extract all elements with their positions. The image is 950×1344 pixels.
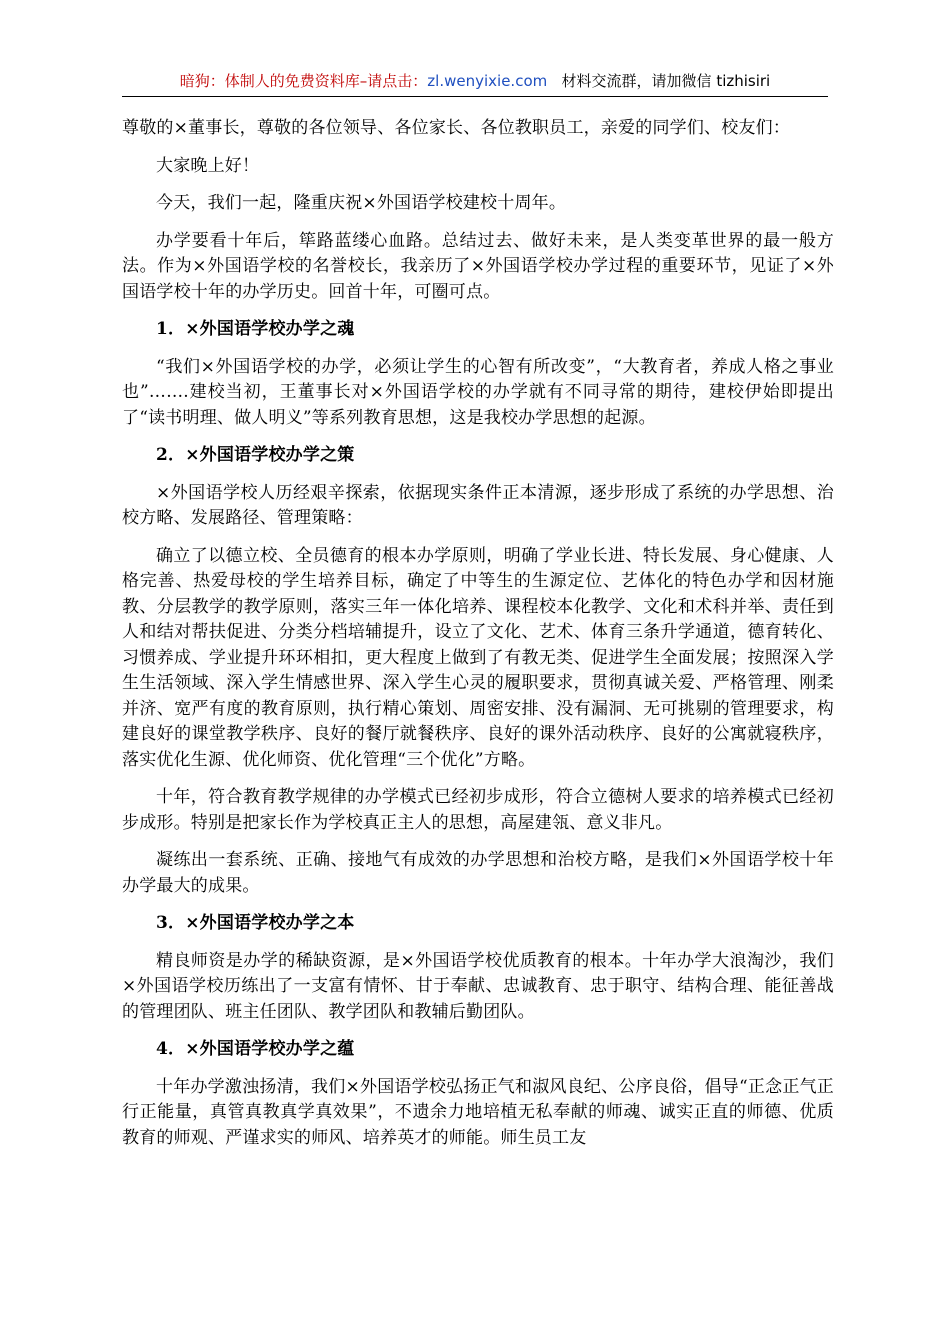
section-1-paragraph-1: “我们×外国语学校的办学，必须让学生的心智有所改变”，“大教育者，养成人格之事业也”…….建校当初，王董事长对×外国语学校的办学就有不同寻常的期待，建校伊始即提出了“读书明理、做人明义”等系列教育思想，这是我校办学思想的起源。 <box>122 356 834 428</box>
section-2-paragraph-3: 十年，符合教育教学规律的办学模式已经初步成形，符合立德树人要求的培养模式已经初步成形。特别是把家长作为学校真正主人的思想，高屋建瓴、意义非凡。 <box>122 787 834 833</box>
section-4-paragraph-1: 十年办学激浊扬清，我们×外国语学校弘扬正气和淑风良纪、公序良俗，倡导“正念正气正行正能量，真管真教真学真效果”，不遗余力地培植无私奉献的师魂、诚实正直的师德、优质教育的师观、严谨求实的师风、培养英才的师能。师生员工友 <box>122 1076 834 1148</box>
header-promo-text: 暗狗：体制人的免费资料库 <box>179 72 360 90</box>
header-url-link[interactable]: zl.wenyixie.com <box>427 72 548 90</box>
header-click-prefix: –请点击： <box>359 72 428 90</box>
section-2-heading: 2．×外国语学校办学之策 <box>156 445 355 465</box>
greeting-paragraph: 大家晚上好！ <box>156 155 260 176</box>
intro-paragraph-2: 办学要看十年后，筚路蓝缕心血路。总结过去、做好未来，是人类变革世界的最一般方法。作为×外国语学校的名誉校长，我亲历了×外国语学校办学过程的重要环节，见证了×外国语学校十年的办学历史。回首十年，可圈可点。 <box>122 230 834 302</box>
section-4-heading: 4．×外国语学校办学之蕴 <box>156 1039 355 1059</box>
section-3-heading: 3．×外国语学校办学之本 <box>156 913 355 933</box>
document-body <box>122 116 834 1163</box>
header-divider <box>122 96 828 97</box>
section-1-heading: 1．×外国语学校办学之魂 <box>156 319 355 339</box>
page-header <box>122 70 828 92</box>
salutation-paragraph: 尊敬的×董事长，尊敬的各位领导、各位家长、各位教职员工，亲爱的同学们、校友们： <box>122 118 791 138</box>
section-3-paragraph-1: 精良师资是办学的稀缺资源，是×外国语学校优质教育的根本。十年办学大浪淘沙，我们×外国语学校历练出了一支富有情怀、甘于奉献、忠诚教育、忠于职守、结构合理、能征善战的管理团队、班主任团队、教学团队和教辅后勤团队。 <box>122 950 834 1022</box>
section-2-paragraph-4: 凝练出一套系统、正确、接地气有成效的办学思想和治校方略，是我们×外国语学校十年办学最大的成果。 <box>122 850 834 896</box>
section-2-paragraph-2: 确立了以德立校、全员德育的根本办学原则，明确了学业长进、特长发展、身心健康、人格完善、热爱母校的学生培养目标，确定了中等生的生源定位、艺体化的特色办学和因材施教、分层教学的教学原则，落实三年一体化培养、课程校本化教学、文化和术科并举、责任到人和结对帮扶促进、分类分档培辅提升，设立了文化、艺术、体育三条升学通道，德育转化、习惯养成、学业提升环环相扣，更大程度上做到了有教无类、促进学生全面发展；按照深入学生生活领域、深入学生情感世界、深入学生心灵的履职要求，贯彻真诚关爱、严格管理、刚柔并济、宽严有度的教育原则，执行精心策划、周密安排、没有漏洞、无可挑剔的管理要求，构建良好的课堂教学秩序、良好的餐厅就餐秩序、良好的课外活动秩序、良好的公寓就寝秩序，落实优化生源、优化师资、优化管理“三个优化”方略。 <box>122 545 834 770</box>
header-contact-text: 材料交流群，请加微信 tizhisiri <box>561 72 771 90</box>
section-2-paragraph-1: ×外国语学校人历经艰辛探索，依据现实条件正本清源，逐步形成了系统的办学思想、治校方略、发展路径、管理策略： <box>122 482 834 528</box>
intro-paragraph-1: 今天，我们一起，隆重庆祝×外国语学校建校十周年。 <box>156 193 567 213</box>
